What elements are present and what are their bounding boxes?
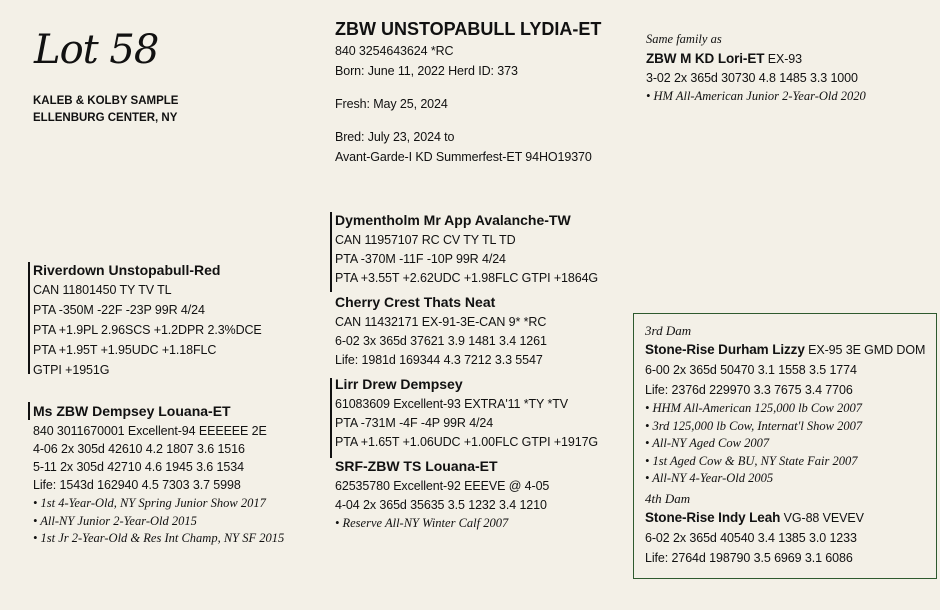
- fourth-dam-line: 6-02 2x 365d 40540 3.4 1385 3.0 1233: [645, 531, 857, 545]
- third-dam-award: • 1st Aged Cow & BU, NY State Fair 2007: [645, 453, 858, 468]
- sire-sire-line: CAN 11957107 RC CV TY TL TD: [335, 233, 516, 247]
- sire-name: Riverdown Unstopabull-Red: [33, 262, 221, 278]
- fourth-dam-name-row: [645, 508, 864, 528]
- family-name: ZBW M KD Lori-ET: [646, 50, 765, 66]
- sire-sire-name: Dymentholm Mr App Avalanche-TW: [335, 212, 571, 228]
- dam-sire-line: PTA +1.65T +1.06UDC +1.00FLC GTPI +1917G: [335, 435, 599, 449]
- family-name-row: [646, 49, 866, 69]
- sire-dam-section: [335, 292, 547, 369]
- main-animal: [335, 18, 601, 166]
- dam-sire-section: [335, 374, 598, 451]
- dam-sire-bracket: [330, 378, 332, 458]
- third-dam-award: • HHM All-American 125,000 lb Cow 2007: [645, 401, 862, 415]
- dam-sire-name: Lirr Drew Dempsey: [335, 376, 463, 392]
- third-dam-label: 3rd Dam: [645, 323, 692, 338]
- dam-name: Ms ZBW Dempsey Louana-ET: [33, 403, 231, 419]
- third-dam-line: Life: 2376d 229970 3.3 7675 3.4 7706: [645, 383, 853, 397]
- dam-dam-section: [335, 456, 549, 533]
- sire-bracket: [28, 262, 30, 374]
- dam-line: 5-11 2x 305d 42710 4.6 1945 3.6 1534: [33, 460, 244, 474]
- sire-line: PTA +1.95T +1.95UDC +1.18FLC: [33, 343, 217, 357]
- animal-bred-date: Bred: July 23, 2024 to: [335, 130, 455, 144]
- fourth-dam-score: VG-88 VEVEV: [780, 511, 864, 525]
- family-section: [646, 31, 866, 105]
- animal-id: 840 3254643624 *RC: [335, 44, 454, 58]
- dam-line: 840 3011670001 Excellent-94 EEEEEE 2E: [33, 424, 267, 438]
- dam-award: • 1st 4-Year-Old, NY Spring Junior Show 2017: [33, 496, 266, 510]
- animal-fresh: Fresh: May 25, 2024: [335, 97, 448, 111]
- sire-dam-name: Cherry Crest Thats Neat: [335, 294, 496, 310]
- family-score: EX-93: [764, 51, 803, 66]
- third-dam-award: • All-NY 4-Year-Old 2005: [645, 471, 774, 485]
- third-dam-name: Stone-Rise Durham Lizzy: [645, 342, 805, 357]
- dam-dam-line: 62535780 Excellent-92 EEEVE @ 4-05: [335, 479, 550, 493]
- sire-sire-line: PTA +3.55T +2.62UDC +1.98FLC GTPI +1864G: [335, 271, 599, 285]
- sire-line: PTA +1.9PL 2.96SCS +1.2DPR 2.3%DCE: [33, 323, 262, 337]
- sire-line: CAN 11801450 TY TV TL: [33, 283, 172, 297]
- fourth-dam-section: [645, 490, 864, 567]
- dam-sire-line: 61083609 Excellent-93 EXTRA'11 *TY *TV: [335, 397, 568, 411]
- sire-dam-line: 6-02 3x 365d 37621 3.9 1481 3.4 1261: [335, 334, 547, 348]
- family-award: • HM All-American Junior 2-Year-Old 2020: [646, 88, 866, 103]
- fourth-dam-name: Stone-Rise Indy Leah: [645, 510, 781, 525]
- animal-born: Born: June 11, 2022 Herd ID: 373: [335, 64, 518, 78]
- animal-name: ZBW UNSTOPABULL LYDIA-ET: [335, 19, 602, 39]
- sire-line: PTA -350M -22F -23P 99R 4/24: [33, 303, 205, 317]
- sire-section: [33, 260, 262, 379]
- dam-section: [33, 401, 284, 548]
- dam-sire-line: PTA -731M -4F -4P 99R 4/24: [335, 416, 494, 430]
- third-dam-line: 6-00 2x 365d 50470 3.1 1558 3.5 1774: [645, 363, 857, 377]
- third-dam-award: • All-NY Aged Cow 2007: [645, 436, 770, 450]
- dam-dam-award: • Reserve All-NY Winter Calf 2007: [335, 516, 509, 530]
- sire-sire-bracket: [330, 212, 332, 292]
- third-dam-name-row: [645, 340, 925, 360]
- fourth-dam-label: 4th Dam: [645, 491, 691, 506]
- dam-line: Life: 1543d 162940 4.5 7303 3.7 5998: [33, 478, 241, 492]
- sire-sire-line: PTA -370M -11F -10P 99R 4/24: [335, 252, 506, 266]
- third-dam-score: EX-95 3E GMD DOM: [804, 343, 926, 357]
- seller-name: KALEB & KOLBY SAMPLE: [33, 95, 179, 107]
- dam-dam-name: SRF-ZBW TS Louana-ET: [335, 458, 498, 474]
- dam-award: • 1st Jr 2-Year-Old & Res Int Champ, NY SF 2015: [33, 531, 285, 545]
- family-record: 3-02 2x 365d 30730 4.8 1485 3.3 1000: [646, 70, 858, 85]
- sire-dam-line: CAN 11432171 EX-91-3E-CAN 9* *RC: [335, 315, 547, 329]
- fourth-dam-line: Life: 2764d 198790 3.5 6969 3.1 6086: [645, 551, 853, 565]
- dam-line: 4-06 2x 305d 42610 4.2 1807 3.6 1516: [33, 442, 245, 456]
- dam-bracket: [28, 402, 30, 420]
- lot-number: Lot 58: [34, 27, 159, 73]
- sire-dam-line: Life: 1981d 169344 4.3 7212 3.3 5547: [335, 353, 543, 367]
- sire-sire-section: [335, 210, 598, 287]
- seller-location: ELLENBURG CENTER, NY: [33, 112, 178, 124]
- family-label: Same family as: [646, 32, 722, 46]
- dam-dam-line: 4-04 2x 365d 35635 3.5 1232 3.4 1210: [335, 498, 547, 512]
- animal-bred-sire: Avant-Garde-I KD Summerfest-ET 94HO19370: [335, 150, 592, 164]
- dam-award: • All-NY Junior 2-Year-Old 2015: [33, 513, 197, 528]
- sire-line: GTPI +1951G: [33, 363, 110, 377]
- third-dam-section: [645, 322, 925, 488]
- third-dam-award: • 3rd 125,000 lb Cow, Internat'l Show 2007: [645, 418, 863, 433]
